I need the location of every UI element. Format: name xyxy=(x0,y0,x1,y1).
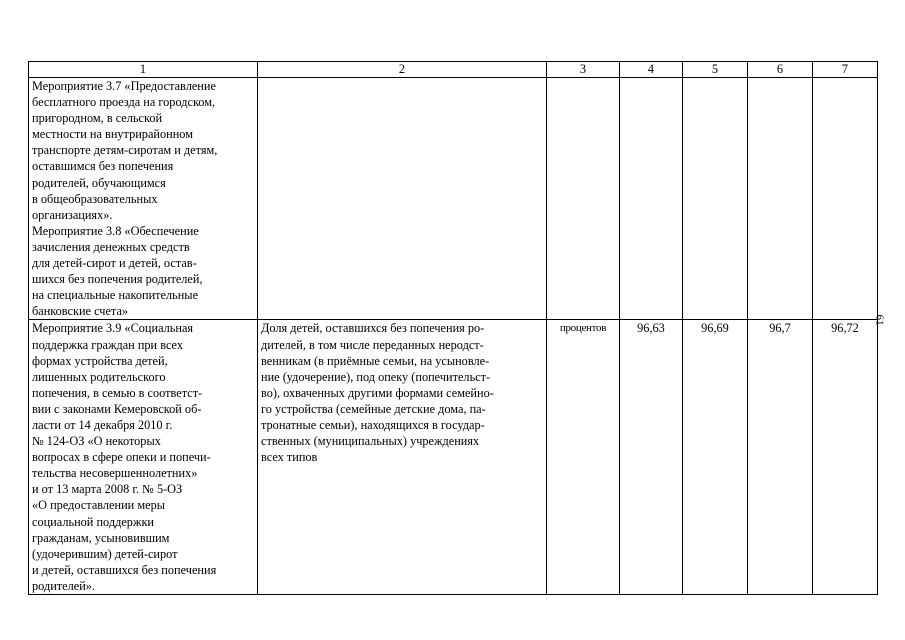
table-row xyxy=(29,78,878,320)
page-number: 61 xyxy=(873,314,886,326)
column-header-1: 1 xyxy=(29,62,258,78)
indicator-cell xyxy=(258,78,547,320)
value-cell xyxy=(683,78,748,320)
value-cell: 96,63 xyxy=(620,320,683,595)
table-header-row xyxy=(29,62,878,78)
indicators-table xyxy=(28,61,878,595)
column-header-6: 6 xyxy=(748,62,813,78)
column-header-4: 4 xyxy=(620,62,683,78)
column-header-7: 7 xyxy=(813,62,878,78)
value-cell: 96,69 xyxy=(683,320,748,595)
column-header-5: 5 xyxy=(683,62,748,78)
activity-cell: Мероприятие 3.7 «Предоставление бесплатного проезда на городском, пригородном, в сельской местности на внутрирайонном транспорте детям-сиротам и детям, оставшимся без попечения родителей, обучающимся в общеобразовательных организациях». Мероприятие 3.8 «Обеспечение зачисления денежных средств для детей-сирот и детей, остав- шихся без попечения родителей, на специальные накопительные банковские счета» xyxy=(29,78,258,320)
value-cell xyxy=(813,78,878,320)
activity-cell: Мероприятие 3.9 «Социальная поддержка граждан при всех формах устройства детей, лишенных родительского попечения, в семью в соответст- вии с законами Кемеровской об- ласти от 14 декабря 2010 г. № 124-ОЗ «О некоторых вопросах в сфере опеки и попечи- тельства несовершеннолетних» и от 13 марта 2008 г. № 5-ОЗ «О предоставлении меры социальной поддержки гражданам, усыновившим (удочерившим) детей-сирот и детей, оставшихся без попечения родителей». xyxy=(29,320,258,595)
unit-cell: процентов xyxy=(547,320,620,595)
unit-cell xyxy=(547,78,620,320)
value-cell: 96,7 xyxy=(748,320,813,595)
value-cell: 96,72 xyxy=(813,320,878,595)
column-header-2: 2 xyxy=(258,62,547,78)
table-row xyxy=(29,320,878,595)
value-cell xyxy=(620,78,683,320)
column-header-3: 3 xyxy=(547,62,620,78)
value-cell xyxy=(748,78,813,320)
indicator-cell: Доля детей, оставшихся без попечения ро- дителей, в том числе переданных неродст- венникам (в приёмные семьи, на усыновле- ние (удочерение), под опеку (попечительст- во), охваченных другими формами семейно- го устройства (семейные детские дома, па- тронатные семьи), находящихся в государ- ственных (муниципальных) учреждениях всех типов xyxy=(258,320,547,595)
